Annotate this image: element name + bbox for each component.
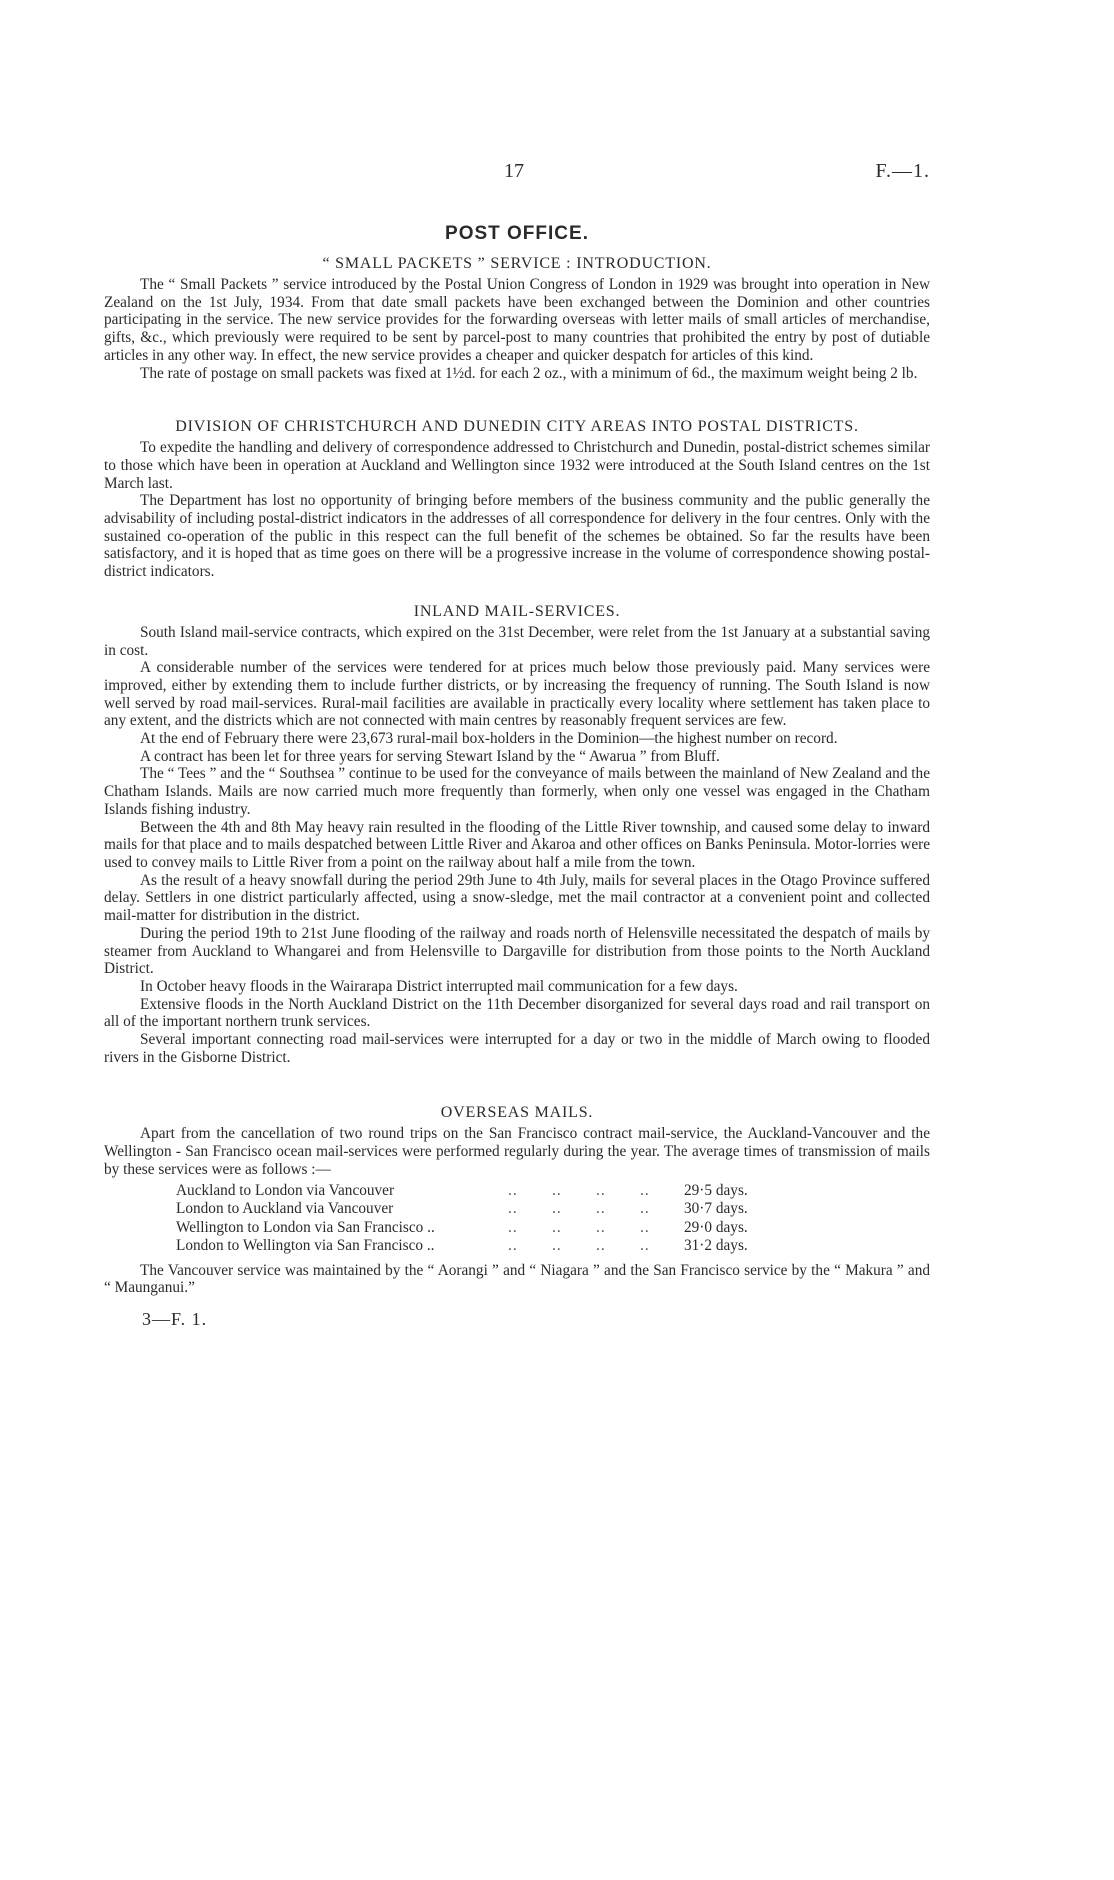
postal-districts-paragraph: To expedite the handling and delivery of correspondence addressed to Christchurch and Dunedin, postal-district schemes similar to those which have been in operation at Auckland and Wellington since 1932 were introduced at the South Island centres on the 1st March last. <box>104 439 930 492</box>
overseas-mails-heading: OVERSEAS MAILS. <box>440 1104 594 1122</box>
inland-mail-paragraph: As the result of a heavy snowfall during the period 29th June to 4th July, mails for several places in the Otago Province suffered delay. Settlers in one district particularly affected, using a snow-sledge, met the mail contractor at a convenient point and collected mail-matter for distribution in the district. <box>104 871 930 925</box>
leader-dots: .. <box>552 1237 562 1255</box>
postal-districts-heading: DIVISION OF CHRISTCHURCH AND DUNEDIN CITY AREAS INTO POSTAL DISTRICTS. <box>175 418 859 436</box>
page-content <box>104 223 930 1330</box>
leader-dots: .. <box>552 1218 562 1236</box>
inland-mail-paragraph: During the period 19th to 21st June flooding of the railway and roads north of Helensville necessitated the despatch of mails by steamer from Auckland to Whangarei and from Helensville to Dargaville for distribution from those points to the North Auckland District. <box>104 924 930 978</box>
table-row <box>176 1182 774 1201</box>
leader-dots: .. <box>596 1218 606 1236</box>
inland-mail-paragraph: At the end of February there were 23,673 rural-mail box-holders in the Dominion—the highest number on record. <box>140 730 838 748</box>
overseas-mails-section <box>104 1104 930 1297</box>
leader-dots: .. <box>640 1200 650 1218</box>
transmission-times-table <box>176 1182 774 1256</box>
leader-dots: .. <box>640 1218 650 1236</box>
days-cell: 30·7 days. <box>684 1200 748 1218</box>
inland-mail-paragraph: In October heavy floods in the Wairarapa District interrupted mail communication for a few days. <box>140 977 738 995</box>
leader-dots: .. <box>640 1181 650 1199</box>
route-cell: London to Wellington via San Francisco .. <box>176 1237 435 1255</box>
inland-mail-heading: INLAND MAIL-SERVICES. <box>413 602 621 620</box>
small-packets-heading: “ SMALL PACKETS ” SERVICE : INTRODUCTION. <box>322 255 712 272</box>
table-row <box>176 1200 774 1219</box>
page-number: 17 <box>504 160 524 182</box>
small-packets-section <box>104 255 930 382</box>
overseas-mails-paragraph: The Vancouver service was maintained by the “ Aorangi ” and “ Niagara ” and the San Francisco service by the “ Makura ” and “ Maunganui.” <box>104 1261 930 1297</box>
inland-mail-paragraph: Between the 4th and 8th May heavy rain resulted in the flooding of the Little River township, and caused some delay to inward mails for that place and to mails despatched between Little River and Akaroa and other offices on Banks Peninsula. Motor-lorries were used to convey mails to Little River from a point on the railway about half a mile from the town. <box>104 818 930 871</box>
inland-mail-paragraph: Extensive floods in the North Auckland District on the 11th December disorganized for several days road and rail transport on all of the important northern trunk services. <box>104 995 930 1031</box>
postal-districts-section <box>104 418 930 581</box>
route-cell: London to Auckland via Vancouver <box>176 1200 394 1218</box>
leader-dots: .. <box>596 1237 606 1255</box>
inland-mail-paragraph: South Island mail-service contracts, which expired on the 31st December, were relet from the 1st January at a substantial saving in cost. <box>104 623 930 659</box>
leader-dots: .. <box>508 1218 518 1236</box>
leader-dots: .. <box>552 1181 562 1199</box>
inland-mail-section <box>104 603 930 1067</box>
leader-dots: .. <box>596 1200 606 1218</box>
small-packets-paragraph: The rate of postage on small packets was fixed at 1½d. for each 2 oz., with a minimum of 6d., the maximum weight being 2 lb. <box>140 364 918 382</box>
footer-code: 3—F. 1. <box>142 1308 208 1329</box>
small-packets-paragraph: The “ Small Packets ” service introduced by the Postal Union Congress of London in 1929 was brought into operation in New Zealand on the 1st July, 1934. From that date small packets have been exchanged between the Dominion and other countries participating in the service. The new service provides for the forwarding overseas with letter mails of small articles of merchandise, gifts, &c., which previously were required to be sent by parcel-post to many countries that prohibited the entry by post of dutiable articles in any other way. In effect, the new service provides a cheaper and quicker despatch for articles of this kind. <box>104 276 930 364</box>
table-row <box>176 1237 774 1256</box>
inland-mail-paragraph: Several important connecting road mail-services were interrupted for a day or two in the middle of March owing to flooded rivers in the Gisborne District. <box>104 1031 930 1066</box>
leader-dots: .. <box>596 1181 606 1199</box>
route-cell: Wellington to London via San Francisco .. <box>176 1218 435 1236</box>
document-code: F.—1. <box>875 160 930 182</box>
days-cell: 31·2 days. <box>684 1237 748 1255</box>
postal-districts-paragraph: The Department has lost no opportunity of bringing before members of the business community and the public generally the advisability of including postal-district indicators in the addresses of all correspondence for delivery in the four centres. Only with the sustained co-operation of the public in this respect can the full benefit of the schemes be obtained. So far the results have been satisfactory, and it is hoped that as time goes on there will be a progressive increase in the volume of correspondence showing postal-district indicators. <box>104 492 930 581</box>
page-title: POST OFFICE. <box>445 223 589 244</box>
overseas-mails-paragraph: Apart from the cancellation of two round trips on the San Francisco contract mail-service, the Auckland-Vancouver and the Wellington - San Francisco ocean mail-services were performed regularly during the year. The average times of transmission of mails by these services were as follows :— <box>104 1125 930 1178</box>
table-row <box>176 1219 774 1238</box>
inland-mail-paragraph: The “ Tees ” and the “ Southsea ” continue to be used for the conveyance of mails between the mainland of New Zealand and the Chatham Islands. Mails are now carried much more frequently than formerly, when only one vessel was engaged in the Chatham Islands fishing industry. <box>104 765 930 818</box>
route-cell: Auckland to London via Vancouver <box>176 1181 395 1199</box>
leader-dots: .. <box>640 1237 650 1255</box>
leader-dots: .. <box>508 1200 518 1218</box>
page-header <box>104 160 930 188</box>
days-cell: 29·0 days. <box>684 1218 748 1236</box>
leader-dots: .. <box>552 1200 562 1218</box>
inland-mail-paragraph: A contract has been let for three years for serving Stewart Island by the “ Awarua ” from Bluff. <box>140 747 720 765</box>
leader-dots: .. <box>508 1181 518 1199</box>
leader-dots: .. <box>508 1237 518 1255</box>
inland-mail-paragraph: A considerable number of the services were tendered for at prices much below those previously paid. Many services were improved, either by extending them to include further districts, or by increasing the frequency of running. The South Island is now well served by road mail-services. Rural-mail facilities are available in practically every locality where settlement has taken place to any extent, and the districts which are not connected with main centres by reasonably frequent services are few. <box>104 659 930 730</box>
days-cell: 29·5 days. <box>684 1181 748 1199</box>
